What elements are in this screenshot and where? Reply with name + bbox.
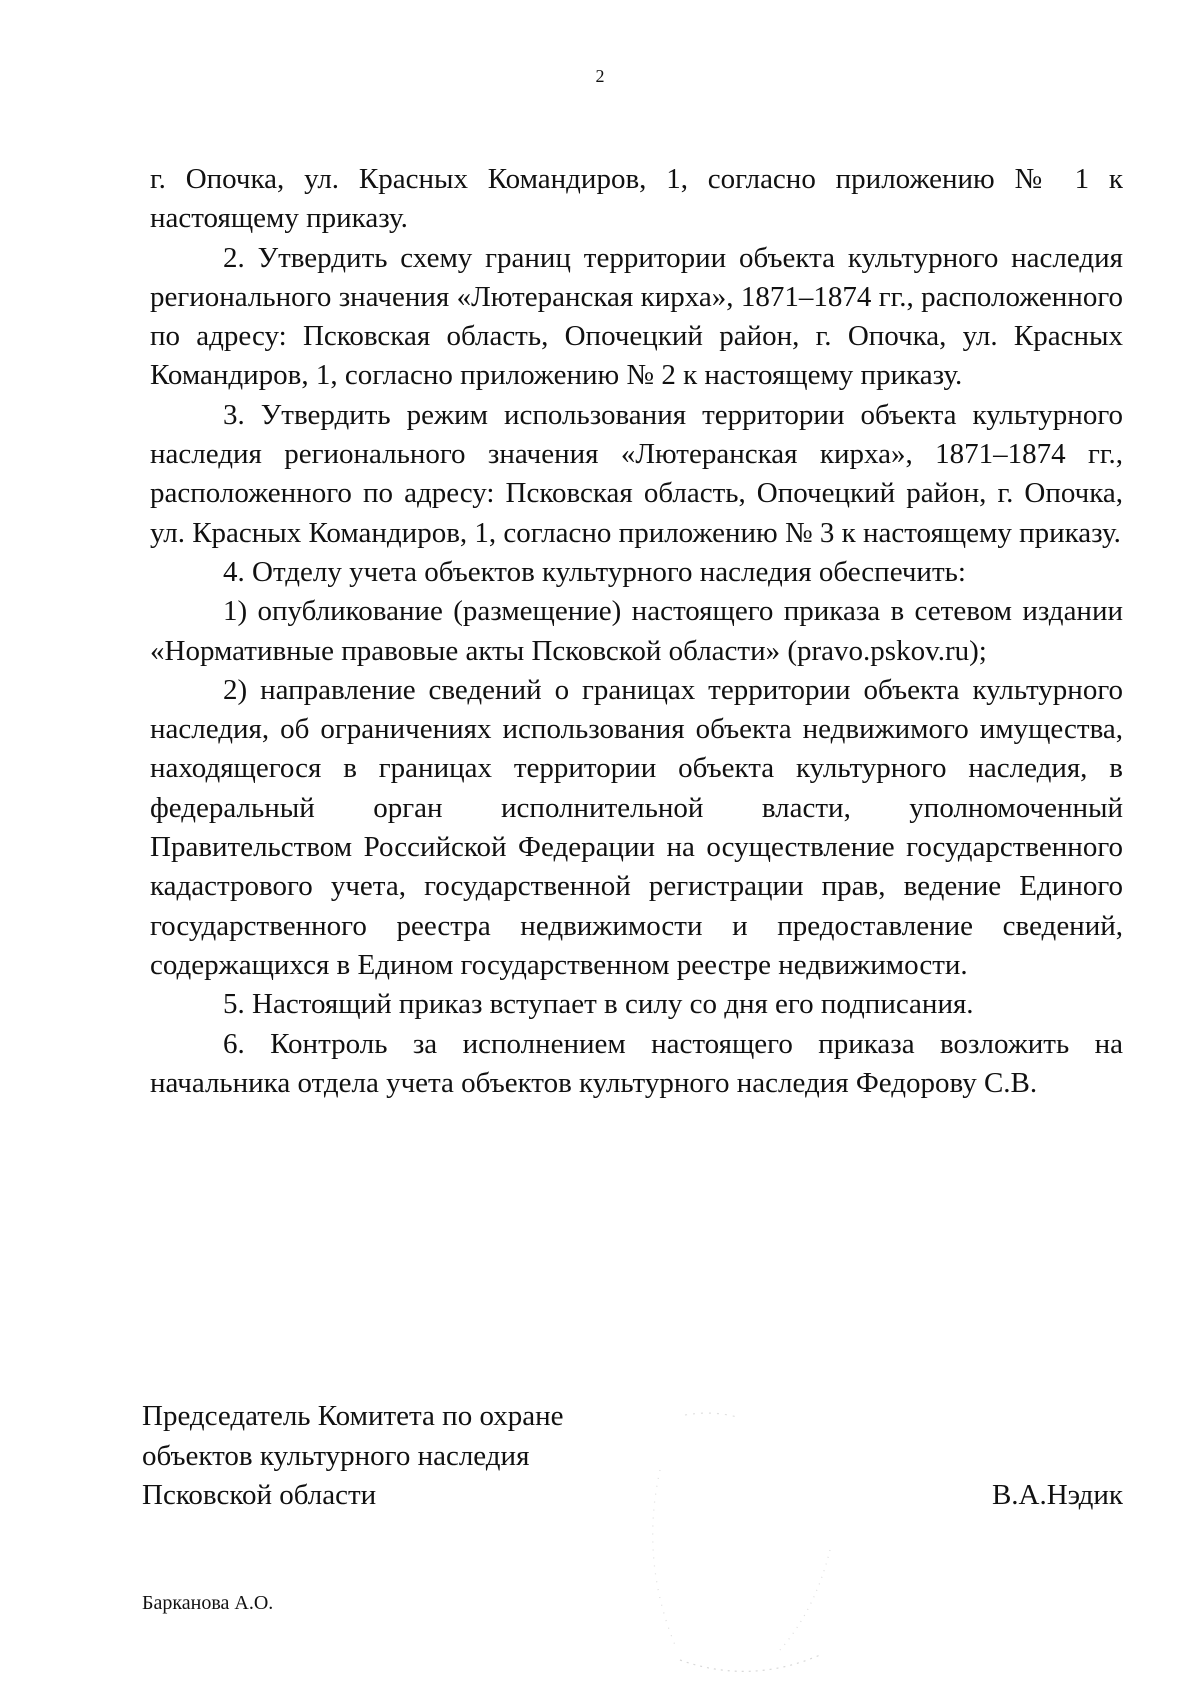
signer-position-line: объектов культурного наследия [142, 1439, 530, 1472]
paragraph-item-2: 2. Утвердить схему границ территории объекта культурного наследия регионального значения «Лютеранская кирха», 1871–1874 гг., расположенного по адресу: Псковская область, Опочецкий район, г. Опочка, ул. Красных Командиров, 1, согласно приложению № 2 к настоящему приказу. [150, 241, 1123, 392]
signer-position-line: Председатель Комитета по охране [142, 1400, 564, 1432]
paragraph-item-4-1: 1) опубликование (размещение) настоящего приказа в сетевом издании «Нормативные правовые акты Псковской области» (pravo.pskov.ru); [150, 595, 1123, 667]
paragraph-item-6: 6. Контроль за исполнением настоящего приказа возложить на начальника отдела учета объектов культурного наследия Федорову С.В. [150, 1027, 1123, 1099]
paragraph-item-4: 4. Отделу учета объектов культурного наследия обеспечить: [223, 555, 966, 588]
signer-position [142, 1397, 1123, 1516]
signer-name: В.А.Нэдик [991, 1479, 1123, 1511]
executor-name: Барканова А.О. [142, 1592, 274, 1614]
document-body [150, 160, 1123, 1103]
signer-position-line: Псковской области [142, 1479, 377, 1511]
page-number: 2 [595, 66, 605, 86]
signature-block [142, 1397, 1123, 1516]
paragraph-item-5: 5. Настоящий приказ вступает в силу со дня его подписания. [223, 988, 974, 1021]
paragraph-item-3: 3. Утвердить режим использования территории объекта культурного наследия регионального значения «Лютеранская кирха», 1871–1874 гг., расположенного по адресу: Псковская область, Опочецкий район, г. Опочка, ул. Красных Командиров, 1, согласно приложению № 3 к настоящему приказу. [150, 398, 1123, 549]
paragraph-continuation: г. Опочка, ул. Красных Командиров, 1, согласно приложению № 1 к настоящему приказу. [150, 163, 1123, 235]
paragraph-item-4-2: 2) направление сведений о границах территории объекта культурного наследия, об ограничениях использования объекта недвижимого имущества, находящегося в границах территории объекта культурного наследия, в федеральный орган исполнительной власти, уполномоченный Правительством Российской Федерации на осуществление государственного кадастрового учета, государственной регистрации прав, ведение Единого государственного реестра недвижимости и предоставление сведений, содержащихся в Едином государственном реестре недвижимости. [150, 673, 1123, 981]
faint-stamp-trace [640, 1410, 900, 1690]
